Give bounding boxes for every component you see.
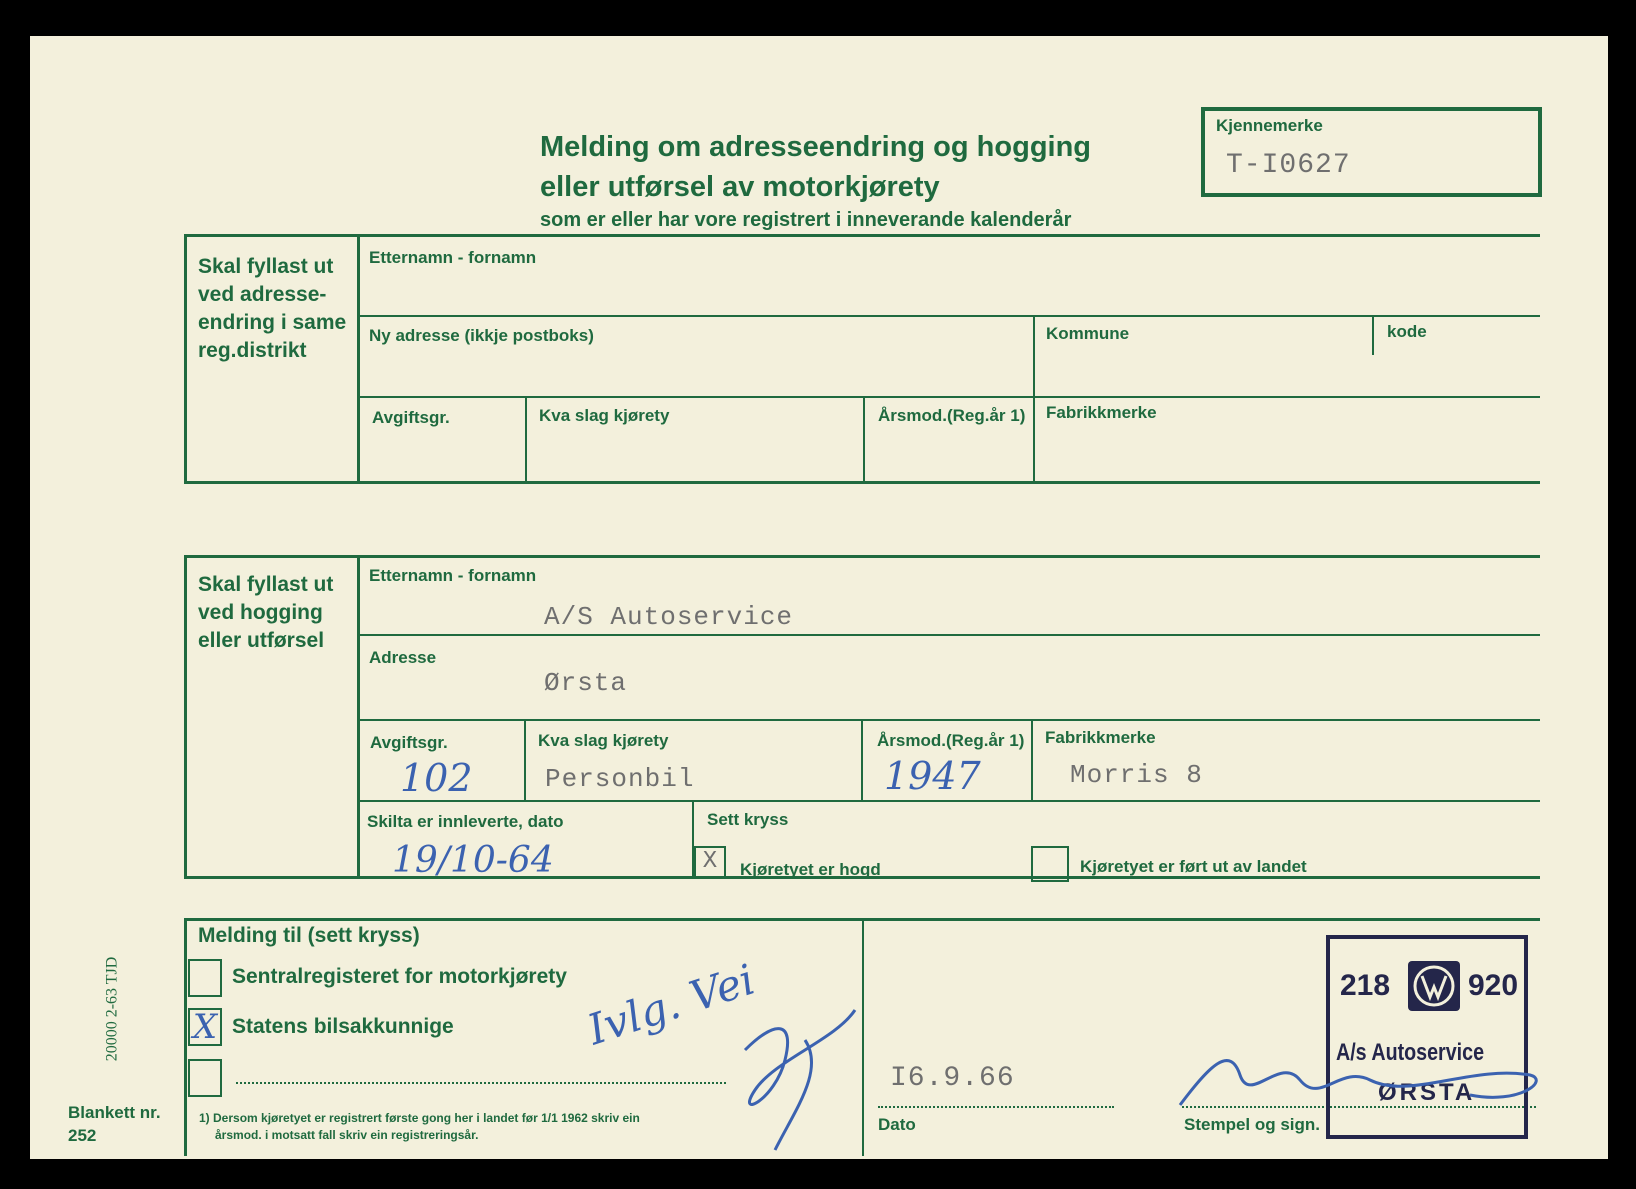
option1-label: Sentralregisteret for motorkjørety: [232, 965, 567, 988]
section2-col2: [861, 719, 863, 802]
section2-row-line3: [357, 800, 1540, 802]
form-title-line1: Melding om adresseendring og hogging: [540, 131, 1092, 163]
section1-side-line2: ved adresse-: [198, 283, 327, 306]
footnote: [199, 1110, 640, 1144]
vw-logo-icon: [1408, 961, 1460, 1011]
section2-arsmod-label: Årsmod.(Reg.år 1): [877, 731, 1025, 750]
option3-dotted-line: [236, 1082, 726, 1084]
section2-skilta-value: 19/10-64: [392, 840, 554, 881]
form-title-line3: som er eller har vore registrert i inneverande kalenderår: [540, 209, 1072, 231]
utfort-checkbox[interactable]: [1031, 846, 1069, 882]
option2-checkbox[interactable]: [188, 1008, 222, 1046]
section1-kode-divider: [1372, 315, 1374, 355]
section1-fabrikkmerke-label: Fabrikkmerke: [1046, 403, 1157, 422]
section1-top-line: [184, 234, 1540, 237]
section2-kva-slag-label: Kva slag kjørety: [538, 731, 669, 750]
utfort-label: Kjøretyet er ført ut av landet: [1080, 857, 1307, 876]
footnote-line1: 1) Dersom kjøretyet er registrert første gong her i landet før 1/1 1962 skriv ein: [199, 1111, 640, 1125]
section2-etternamn-label: Etternamn - fornamn: [369, 566, 537, 585]
stamp-number-left: 218: [1340, 969, 1391, 1002]
side-print-code: 20000 2-63 TJD: [103, 956, 121, 1062]
section1-col3: [1033, 396, 1035, 481]
section1-etternamn-label: Etternamn - fornamn: [369, 248, 537, 267]
section2-fabrikkmerke-label: Fabrikkmerke: [1045, 728, 1156, 747]
section2-etternamn-value: A/S Autoservice: [544, 602, 794, 632]
section1-col1: [525, 396, 527, 481]
section2-divider: [357, 555, 360, 879]
section1-row-line2: [357, 396, 1540, 398]
section1-arsmod-label: Årsmod.(Reg.år 1): [878, 406, 1026, 425]
dato-value: I6.9.66: [890, 1063, 1015, 1094]
section1-side-line1: Skal fyllast ut: [198, 255, 334, 278]
form-title-line2: eller utførsel av motorkjørety: [540, 171, 940, 203]
section2-side-line2: ved hogging: [198, 601, 323, 624]
section2-avgiftsgr-label: Avgiftsgr.: [370, 733, 448, 752]
section2-fabrikkmerke-value: Morris 8: [1070, 760, 1203, 790]
blankett-label: [68, 1101, 161, 1147]
section1-row-line1: [357, 315, 1540, 317]
stamp-signature-stroke: [1180, 1061, 1536, 1105]
section1-kva-slag-label: Kva slag kjørety: [539, 406, 670, 425]
section1-divider: [357, 234, 360, 484]
section1-kode-label: kode: [1387, 322, 1427, 341]
section2-kva-slag-value: Personbil: [545, 764, 695, 794]
section2-col1: [524, 719, 526, 802]
blankett-line1: Blankett nr.: [68, 1103, 161, 1122]
dato-label: Dato: [878, 1115, 916, 1134]
stamp-city: ØRSTA: [1378, 1079, 1476, 1106]
kjennemerke-value: T-I0627: [1226, 150, 1351, 181]
vw-logo-svg: [1408, 961, 1460, 1011]
section2-adresse-label: Adresse: [369, 648, 437, 667]
stamp-signature: [1170, 1035, 1570, 1115]
section1-col2: [863, 396, 865, 481]
option1-checkbox[interactable]: [188, 959, 222, 997]
section1-adresse-label: Ny adresse (ikkje postboks): [369, 326, 594, 345]
hogd-checkbox-mark: X: [702, 848, 718, 875]
section2-row-line1: [357, 634, 1540, 636]
section2-arsmod-value: 1947: [884, 754, 981, 798]
section1-avgiftsgr-label: Avgiftsgr.: [372, 408, 450, 427]
section2-top-line: [184, 555, 1540, 558]
option3-checkbox[interactable]: [188, 1059, 222, 1097]
section2-side-line1: Skal fyllast ut: [198, 573, 334, 596]
section2-avgiftsgr-value: 102: [400, 756, 473, 800]
section1-bottom-line: [184, 481, 1540, 484]
dato-dotted-line: [878, 1106, 1114, 1108]
melding-label: Melding til (sett kryss): [198, 924, 420, 947]
section3-left-line: [184, 918, 187, 1156]
section1-left-line: [184, 234, 187, 484]
stempel-label: Stempel og sign.: [1184, 1115, 1321, 1134]
section2-left-line: [184, 555, 187, 879]
option2-checkbox-mark: X: [192, 1007, 218, 1047]
signature-stroke: [745, 1010, 855, 1150]
stamp-number-right: 920: [1468, 969, 1519, 1002]
section2-adresse-value: Ørsta: [544, 668, 628, 698]
stamp-company-name: A/s Autoservice: [1336, 1039, 1485, 1066]
section1-side-label: [198, 253, 346, 365]
hogd-checkbox[interactable]: [694, 846, 726, 878]
kjennemerke-label: Kjennemerke: [1216, 116, 1323, 135]
section2-row-line2: [357, 719, 1540, 721]
section2-sett-kryss-label: Sett kryss: [707, 810, 789, 829]
handwritten-signature: [715, 980, 895, 1160]
section1-kommune-label: Kommune: [1046, 324, 1130, 343]
option2-label: Statens bilsakkunnige: [232, 1015, 454, 1038]
section2-side-line3: eller utførsel: [198, 629, 325, 652]
blankett-line2: 252: [68, 1126, 97, 1145]
section2-skilta-label: Skilta er innleverte, dato: [367, 812, 564, 831]
section2-col3: [1031, 719, 1033, 802]
section1-kommune-divider: [1033, 315, 1035, 398]
section1-side-line4: reg.distrikt: [198, 339, 307, 362]
section2-side-label: [198, 571, 333, 655]
handwritten-note: Ivlg. Vei: [581, 954, 761, 1055]
footnote-line2: årsmod. i motsatt fall skriv ein registreringsår.: [215, 1128, 479, 1142]
section1-side-line3: endring i same: [198, 311, 347, 334]
hogd-label: Kjøretyet er hogd: [740, 860, 881, 879]
